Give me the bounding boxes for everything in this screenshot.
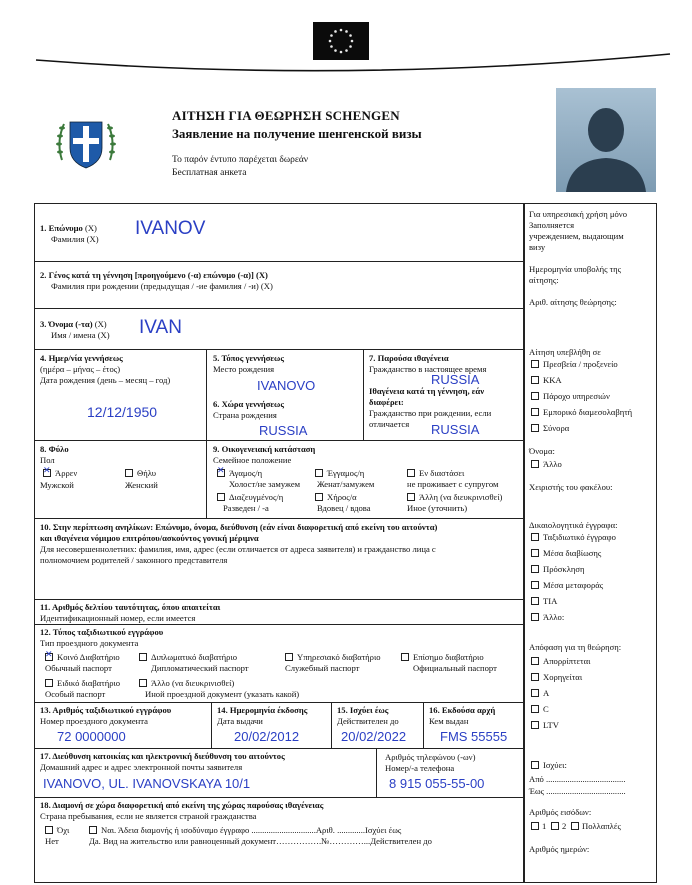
field-17-address-phone[interactable] [34, 748, 524, 798]
doc-ordinary-checkbox[interactable] [45, 653, 53, 661]
decision-issued-checkbox[interactable] [531, 673, 539, 681]
field-12-label-russian: Тип проездного документа [40, 638, 139, 648]
official-use-label-ru-3: визу [529, 242, 546, 252]
doc-service-greek: Υπηρεσιακό διαβατήριο [297, 652, 381, 662]
field-7-label-greek: 7. Παρούσα ιθαγένεια [369, 353, 449, 363]
marital-divorced-checkbox[interactable] [217, 493, 225, 501]
free-form-russian: Бесплатная анкета [172, 168, 247, 178]
field-1-label-greek: 1. Επώνυμο [40, 223, 83, 233]
lodged-commercial-checkbox[interactable] [531, 408, 539, 416]
residence-yes-checkbox[interactable] [89, 826, 97, 834]
field-2-label-russian: Фамилия при рождении (предыдущая / -ие фамилия / -и) (Х) [51, 281, 273, 291]
lodged-at-label: Αίτηση υπεβλήθη σε [529, 347, 601, 357]
field-18-residence-other-country[interactable] [34, 797, 524, 883]
field-11-label-greek: 11. Αριθμός δελτίου ταυτότητας, όπου απαιτείται [40, 602, 221, 612]
marital-divorced-greek: Διαζευγμένος/η [229, 492, 284, 502]
marital-married-greek: Έγγαμος/η [327, 468, 365, 478]
valid-from-line: Από ..................................... [529, 774, 626, 784]
doc-tia-checkbox[interactable] [531, 597, 539, 605]
entries-2-checkbox[interactable] [551, 822, 559, 830]
doc-diplomatic-checkbox[interactable] [139, 653, 147, 661]
doc-diplomatic-russian: Дипломатический паспорт [151, 663, 249, 673]
date-of-birth-value: 12/12/1950 [87, 404, 158, 420]
residence-yes-greek: Ναι. Άδεια διαμονής ή ισοδύναμο έγγραφο ..............................Αριθ. .............Ισχύει έως [101, 825, 402, 835]
doc-other-checkbox[interactable] [139, 679, 147, 687]
doc-special-russian: Особый паспорт [45, 689, 106, 699]
entries-2-label: 2 [562, 821, 567, 831]
marital-separated-greek: Εν διαστάσει [419, 468, 465, 478]
marital-single-russian: Холост/не замужем [229, 479, 301, 489]
field-7-birth-label-russian-2: отличается [369, 419, 410, 429]
lodged-border-label: Σύνορα [543, 423, 570, 433]
field-7-nationality[interactable] [363, 349, 524, 441]
application-number-label: Αριθ. αίτησης θεώρησης: [529, 297, 617, 307]
valid-until-line: Έως ..................................... [529, 786, 626, 796]
field-2-label-greek: 2. Γένος κατά τη γέννηση [προηγούμενο (-α) επώνυμο (-α)] (Χ) [40, 270, 268, 280]
sex-female-greek: Θήλυ [137, 468, 156, 478]
marital-married-russian: Женат/замужем [317, 479, 375, 489]
field-1-surname[interactable] [34, 203, 524, 262]
marital-other-checkbox[interactable] [407, 493, 415, 501]
marital-separated-checkbox[interactable] [407, 469, 415, 477]
doc-special-checkbox[interactable] [45, 679, 53, 687]
decision-c-checkbox[interactable] [531, 705, 539, 713]
doc-special-greek: Ειδικό διαβατήριο [57, 678, 121, 688]
form-title-russian: Заявление на получение шенгенской визы [172, 126, 422, 141]
marital-widow-checkbox[interactable] [315, 493, 323, 501]
first-name-value: IVAN [139, 317, 182, 338]
field-17-label-greek: 17. Διεύθυνση κατοικίας και ηλεκτρονική διεύθυνση του αιτούντος [40, 751, 285, 761]
field-11-label-russian: Идентификационный номер, если имеется [40, 613, 196, 623]
residence-no-greek: Όχι [57, 825, 70, 835]
lodged-embassy-label: Πρεσβεία / προξενείο [543, 359, 618, 369]
free-form-greek: Το παρόν έντυπο παρέχεται δωρεάν [172, 155, 309, 165]
marital-divorced-russian: Разведен / -а [223, 503, 269, 513]
lodged-kka-checkbox[interactable] [531, 376, 539, 384]
lodged-border-checkbox[interactable] [531, 424, 539, 432]
field-10-label-russian-1: Для несовершеннолетних: фамилия, имя, адрес (если отличается от адреса заявителя) и гражданство лица с [40, 544, 436, 554]
decision-ltv-checkbox[interactable] [531, 721, 539, 729]
doc-service-checkbox[interactable] [285, 653, 293, 661]
other-checkbox[interactable] [531, 460, 539, 468]
issuing-authority-value: FMS 55555 [440, 729, 508, 744]
entries-multiple-checkbox[interactable] [571, 822, 579, 830]
field-3-label-x: (Χ) [94, 319, 107, 329]
field-10-label-greek-1: 10. Στην περίπτωση ανηλίκων: Επώνυμο, όνομα, διεύθυνση (εάν είναι διαφορετική από εκείνη του αιτούντα) [40, 522, 438, 532]
application-form [34, 203, 524, 883]
field-15-valid-until[interactable] [331, 702, 424, 749]
other-label: Άλλο [543, 459, 562, 469]
decision-a-checkbox[interactable] [531, 689, 539, 697]
field-16-issuing-authority[interactable] [423, 702, 524, 749]
doc-official-greek: Επίσημο διαβατήριο [413, 652, 484, 662]
field-17-phone-label-russian: Номер/-а телефона [385, 763, 455, 773]
sex-male-greek: Άρρεν [55, 468, 78, 478]
marital-single-greek: Άγαμος/η [229, 468, 263, 478]
doc-travel-checkbox[interactable] [531, 533, 539, 541]
decision-c-label: C [543, 704, 549, 714]
field-9-label-russian: Семейное положение [213, 455, 292, 465]
field-14-issue-date[interactable] [211, 702, 332, 749]
entries-1-checkbox[interactable] [531, 822, 539, 830]
field-8-label-russian: Пол [40, 455, 55, 465]
lodged-kka-label: ΚΚΑ [543, 375, 562, 385]
field-5-label-greek: 5. Τόπος γεννήσεως [213, 353, 284, 363]
doc-invitation-label: Πρόσκληση [543, 564, 585, 574]
field-3-label-russian: Имя / имена (Х) [51, 330, 110, 340]
lodged-embassy-checkbox[interactable] [531, 360, 539, 368]
sex-female-russian: Женский [125, 480, 158, 490]
doc-other-greek: Άλλο (να διευκρινισθεί) [151, 678, 235, 688]
document-number-value: 72 0000000 [57, 729, 126, 744]
submission-date-label-1: Ημερομηνία υποβολής της [529, 264, 622, 274]
field-3-first-name[interactable] [34, 308, 524, 350]
doc-service-russian: Служебный паспорт [285, 663, 360, 673]
field-4-label-russian: Дата рождения (день – месяц – год) [40, 375, 171, 385]
field-9-label-greek: 9. Οικογενειακή κατάσταση [213, 444, 316, 454]
field-16-label-russian: Кем выдан [429, 716, 469, 726]
official-use-sidebar [524, 203, 657, 883]
official-use-label-ru-2: учреждением, выдающим [529, 231, 624, 241]
field-7-birth-label-greek-1: Ιθαγένεια κατά τη γέννηση, εάν [369, 386, 485, 396]
field-7-birth-label-greek-2: διαφέρει: [369, 397, 404, 407]
residence-no-checkbox[interactable] [45, 826, 53, 834]
field-13-label-russian: Номер проездного документа [40, 716, 148, 726]
marital-widow-russian: Вдовец / вдова [317, 503, 371, 513]
eu-star [334, 30, 337, 33]
field-16-label-greek: 16. Εκδούσα αρχή [429, 705, 496, 715]
field-17-label-russian: Домашний адрес и адрес электронной почты заявителя [40, 762, 243, 772]
doc-other-side-label: Άλλο: [543, 612, 565, 622]
supporting-docs-label: Δικαιολογητικά έγγραφα: [529, 520, 618, 530]
doc-other-russian: Иной проездной документ (указать какой) [145, 689, 300, 699]
field-7-label-russian: Гражданство в настоящее время [369, 364, 487, 374]
field-10-label-greek-2: και ιθαγένεια νόμιμου επιτρόπου/ασκούντος γονική μέριμνα [40, 533, 259, 543]
field-13-label-greek: 13. Αριθμός ταξιδιωτικού εγγράφου [40, 705, 172, 715]
form-title-greek: ΑΙΤΗΣΗ ΓΙΑ ΘΕΩΡΗΣΗ SCHENGEN [172, 108, 400, 123]
official-use-label-ru-1: Заполняется [529, 220, 575, 230]
field-10-label-russian-2: полномочием родителей / законного представителя [40, 555, 228, 565]
residence-no-russian: Нет [45, 836, 59, 846]
decision-refused-label: Απορρίπτεται [543, 656, 591, 666]
field-13-document-number[interactable] [34, 702, 212, 749]
entries-multiple-label: Πολλαπλές [582, 821, 621, 831]
doc-subsistence-checkbox[interactable] [531, 549, 539, 557]
field-6-label-russian: Страна рождения [213, 410, 277, 420]
official-use-label-greek: Για υπηρεσιακή χρήση μόνο [529, 209, 627, 219]
marital-separated-russian: не проживает с супругом [407, 479, 499, 489]
field-17-phone-label-greek: Αριθμός τηλεφώνου (-ων) [385, 752, 476, 762]
greek-emblem [52, 108, 120, 176]
doc-travel-label: Ταξιδιωτικό έγγραφο [543, 532, 616, 542]
field-14-label-greek: 14. Ημερομηνία έκδοσης [217, 705, 308, 715]
phone-value: 8 915 055-55-00 [389, 776, 485, 791]
decision-ltv-label: LTV [543, 720, 559, 730]
field-4-label-greek: 4. Ημερ/νία γεννήσεως [40, 353, 123, 363]
field-18-label-greek: 18. Διαμονή σε χώρα διαφορετική από εκείνη της χώρας παρούσας ιθαγένειας [40, 800, 324, 810]
entries-label: Αριθμός εισόδων: [529, 807, 592, 817]
decision-issued-label: Χορηγείται [543, 672, 583, 682]
lodged-provider-label: Πάροχο υπηρεσιών [543, 391, 610, 401]
field-3-label-greek: 3. Όνομα (-τα) [40, 319, 93, 329]
birth-place-value: IVANOVO [257, 378, 316, 393]
nationality-value: RUSSIA [431, 372, 480, 387]
field-5-6-birth-place-country[interactable] [206, 349, 364, 441]
eu-star [345, 30, 348, 33]
marital-other-greek: Άλλη (να διευκρινισθεί) [419, 492, 503, 502]
doc-invitation-checkbox[interactable] [531, 565, 539, 573]
doc-diplomatic-greek: Διπλωματικό διαβατήριο [151, 652, 238, 662]
field-10-minor-guardian[interactable] [34, 518, 524, 600]
doc-official-checkbox[interactable] [401, 653, 409, 661]
field-9-marital-status[interactable] [206, 440, 524, 519]
address-value: IVANOVO, UL. IVANOVSKAYA 10/1 [43, 776, 251, 791]
valid-checkbox[interactable] [531, 761, 539, 769]
doc-transport-checkbox[interactable] [531, 581, 539, 589]
sex-female-checkbox[interactable] [125, 469, 133, 477]
name-label: Όνομα: [529, 446, 555, 456]
field-2-surname-at-birth[interactable] [34, 261, 524, 309]
field-8-sex[interactable] [34, 440, 207, 519]
number-of-days-label: Αριθμός ημερών: [529, 844, 590, 854]
surname-value: IVANOV [135, 218, 206, 239]
eu-star [340, 29, 343, 32]
field-11-id-number[interactable] [34, 599, 524, 625]
doc-transport-label: Μέσα μεταφοράς [543, 580, 604, 590]
field-18-label-russian: Страна пребывания, если не является страной гражданства [40, 811, 257, 821]
doc-ordinary-greek: Κοινό Διαβατήριο [57, 652, 120, 662]
nationality-at-birth-value: RUSSIA [431, 422, 480, 437]
lodged-provider-checkbox[interactable] [531, 392, 539, 400]
valid-label: Ισχύει: [543, 760, 567, 770]
field-6-label-greek: 6. Χώρα γεννήσεως [213, 399, 284, 409]
field-4-sub-greek: (ημέρα – μήνας – έτος) [40, 364, 121, 374]
issue-date-value: 20/02/2012 [234, 729, 300, 744]
field-15-label-russian: Действителен до [337, 716, 399, 726]
visa-decision-label: Απόφαση για τη θεώρηση: [529, 642, 622, 652]
eu-star [330, 34, 333, 37]
doc-other-side-checkbox[interactable] [531, 613, 539, 621]
residence-yes-russian: Да. Вид на жительство или равноценный документ…………….№…………...Действителен до [89, 836, 432, 846]
sex-male-checkbox[interactable] [43, 469, 51, 477]
field-14-label-russian: Дата выдачи [217, 716, 263, 726]
marital-single-checkbox[interactable] [217, 469, 225, 477]
field-12-travel-document-type[interactable] [34, 624, 524, 703]
marital-married-checkbox[interactable] [315, 469, 323, 477]
field-15-label-greek: 15. Ισχύει έως [337, 705, 389, 715]
marital-other-russian: Иное (уточнить) [407, 503, 468, 513]
valid-until-value: 20/02/2022 [341, 729, 407, 744]
doc-official-russian: Официальный паспорт [413, 663, 497, 673]
field-1-label-x: (Χ) [84, 223, 97, 233]
field-8-label-greek: 8. Φύλο [40, 444, 69, 454]
sex-male-russian: Мужской [40, 480, 74, 490]
lodged-commercial-label: Εμπορικό διαμεσολαβητή [543, 407, 633, 417]
doc-subsistence-label: Μέσα διαβίωσης [543, 548, 602, 558]
doc-ordinary-russian: Обычный паспорт [45, 663, 112, 673]
eu-star [349, 34, 352, 37]
field-7-birth-label-russian-1: Гражданство при рождении, если [369, 408, 492, 418]
decision-a-label: Α [543, 688, 550, 698]
field-1-label-russian: Фамилия (Х) [51, 234, 99, 244]
doc-tia-label: ΤΙΑ [543, 596, 558, 606]
marital-widow-greek: Χήρος/α [327, 492, 357, 502]
file-handler-label: Χειριστής του φακέλου: [529, 482, 613, 492]
field-4-date-of-birth[interactable] [34, 349, 207, 441]
submission-date-label-2: αίτησης: [529, 275, 559, 285]
decision-refused-checkbox[interactable] [531, 657, 539, 665]
entries-1-label: 1 [542, 821, 547, 831]
field-5-label-russian: Место рождения [213, 364, 275, 374]
birth-country-value: RUSSIA [259, 423, 308, 438]
field-12-label-greek: 12. Τύπος ταξιδιωτικού εγγράφου [40, 627, 164, 637]
applicant-photo [556, 88, 656, 192]
